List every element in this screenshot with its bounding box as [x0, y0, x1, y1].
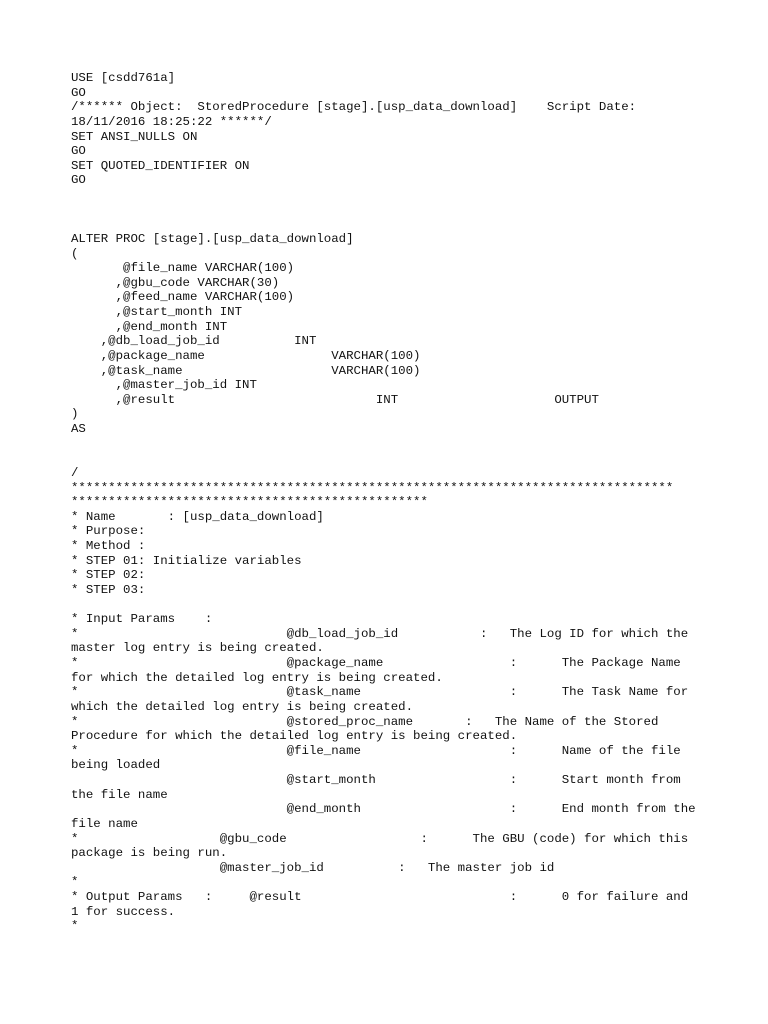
code-line-30: ************************************************	[71, 495, 428, 510]
code-line-44: which the detailed log entry is being created.	[71, 699, 414, 714]
code-line-47: * @file_name : Name of the file	[71, 743, 681, 758]
code-line-23: ,@result INT OUTPUT	[71, 392, 599, 407]
code-line-54: package is being run.	[71, 846, 228, 861]
code-line-12: ALTER PROC [stage].[usp_data_download]	[71, 231, 354, 246]
code-line-39: * @db_load_job_id : The Log ID for which the	[71, 626, 689, 641]
code-line-25: AS	[71, 422, 86, 436]
code-line-17: ,@start_month INT	[71, 305, 243, 319]
code-line-33: * Method :	[71, 539, 146, 553]
code-line-53: * @gbu_code : The GBU (code) for which this	[71, 831, 689, 846]
code-line-48: being loaded	[71, 758, 161, 773]
code-line-57: * Output Params : @result : 0 for failure and	[71, 890, 689, 904]
code-line-21: ,@task_name VARCHAR(100)	[71, 363, 421, 378]
code-line-40: master log entry is being created.	[71, 641, 324, 656]
code-line-34: * STEP 01: Initialize variables	[71, 553, 302, 568]
code-line-58: 1 for success.	[71, 904, 176, 919]
code-line-35: * STEP 02:	[71, 568, 146, 583]
code-line-13: (	[71, 246, 79, 261]
code-line-3: /****** Object: StoredProcedure [stage].[usp_data_download] Script Date:	[71, 100, 637, 115]
code-line-27	[71, 451, 701, 466]
code-line-1: USE [csdd761a]	[71, 71, 176, 85]
code-line-6: GO	[71, 144, 86, 159]
code-line-49: @start_month : Start month from	[71, 773, 681, 787]
code-line-38: * Input Params :	[71, 612, 213, 627]
code-line-29: *********************************************************************************	[71, 480, 674, 495]
code-line-59: *	[71, 919, 79, 934]
code-line-4: 18/11/2016 18:25:22 ******/	[71, 114, 272, 129]
code-line-7: SET QUOTED_IDENTIFIER ON	[71, 158, 250, 173]
code-line-51: @end_month : End month from the	[71, 802, 696, 817]
code-line-28: /	[71, 465, 79, 480]
code-line-36: * STEP 03:	[71, 582, 146, 597]
code-line-45: * @stored_proc_name : The Name of the Stored	[71, 714, 659, 729]
code-line-37	[71, 598, 701, 613]
code-line-19: ,@db_load_job_id INT	[71, 334, 317, 349]
code-line-11	[71, 217, 701, 232]
code-document	[71, 71, 701, 934]
code-line-42: for which the detailed log entry is being created.	[71, 670, 443, 685]
code-line-18: ,@end_month INT	[71, 319, 228, 334]
code-line-46: Procedure for which the detailed log entry is being created.	[71, 729, 518, 744]
code-line-5: SET ANSI_NULLS ON	[71, 129, 198, 144]
code-line-16: ,@feed_name VARCHAR(100)	[71, 290, 295, 305]
code-line-8: GO	[71, 173, 86, 188]
code-line-26	[71, 437, 701, 452]
code-line-24: )	[71, 407, 79, 422]
code-line-2: GO	[71, 85, 86, 100]
code-line-52: file name	[71, 816, 138, 831]
code-line-32: * Purpose:	[71, 524, 146, 539]
code-line-10	[71, 203, 701, 218]
code-line-50: the file name	[71, 787, 168, 802]
code-line-55: @master_job_id : The master job id	[71, 860, 555, 875]
code-line-14: @file_name VARCHAR(100)	[71, 261, 295, 276]
code-line-31: * Name : [usp_data_download]	[71, 509, 324, 524]
code-line-43: * @task_name : The Task Name for	[71, 685, 689, 700]
code-line-15: ,@gbu_code VARCHAR(30)	[71, 275, 280, 290]
code-line-22: ,@master_job_id INT	[71, 378, 257, 393]
code-line-41: * @package_name : The Package Name	[71, 656, 681, 670]
code-line-9	[71, 188, 701, 203]
code-line-20: ,@package_name VARCHAR(100)	[71, 348, 421, 363]
code-line-56: *	[71, 875, 79, 890]
